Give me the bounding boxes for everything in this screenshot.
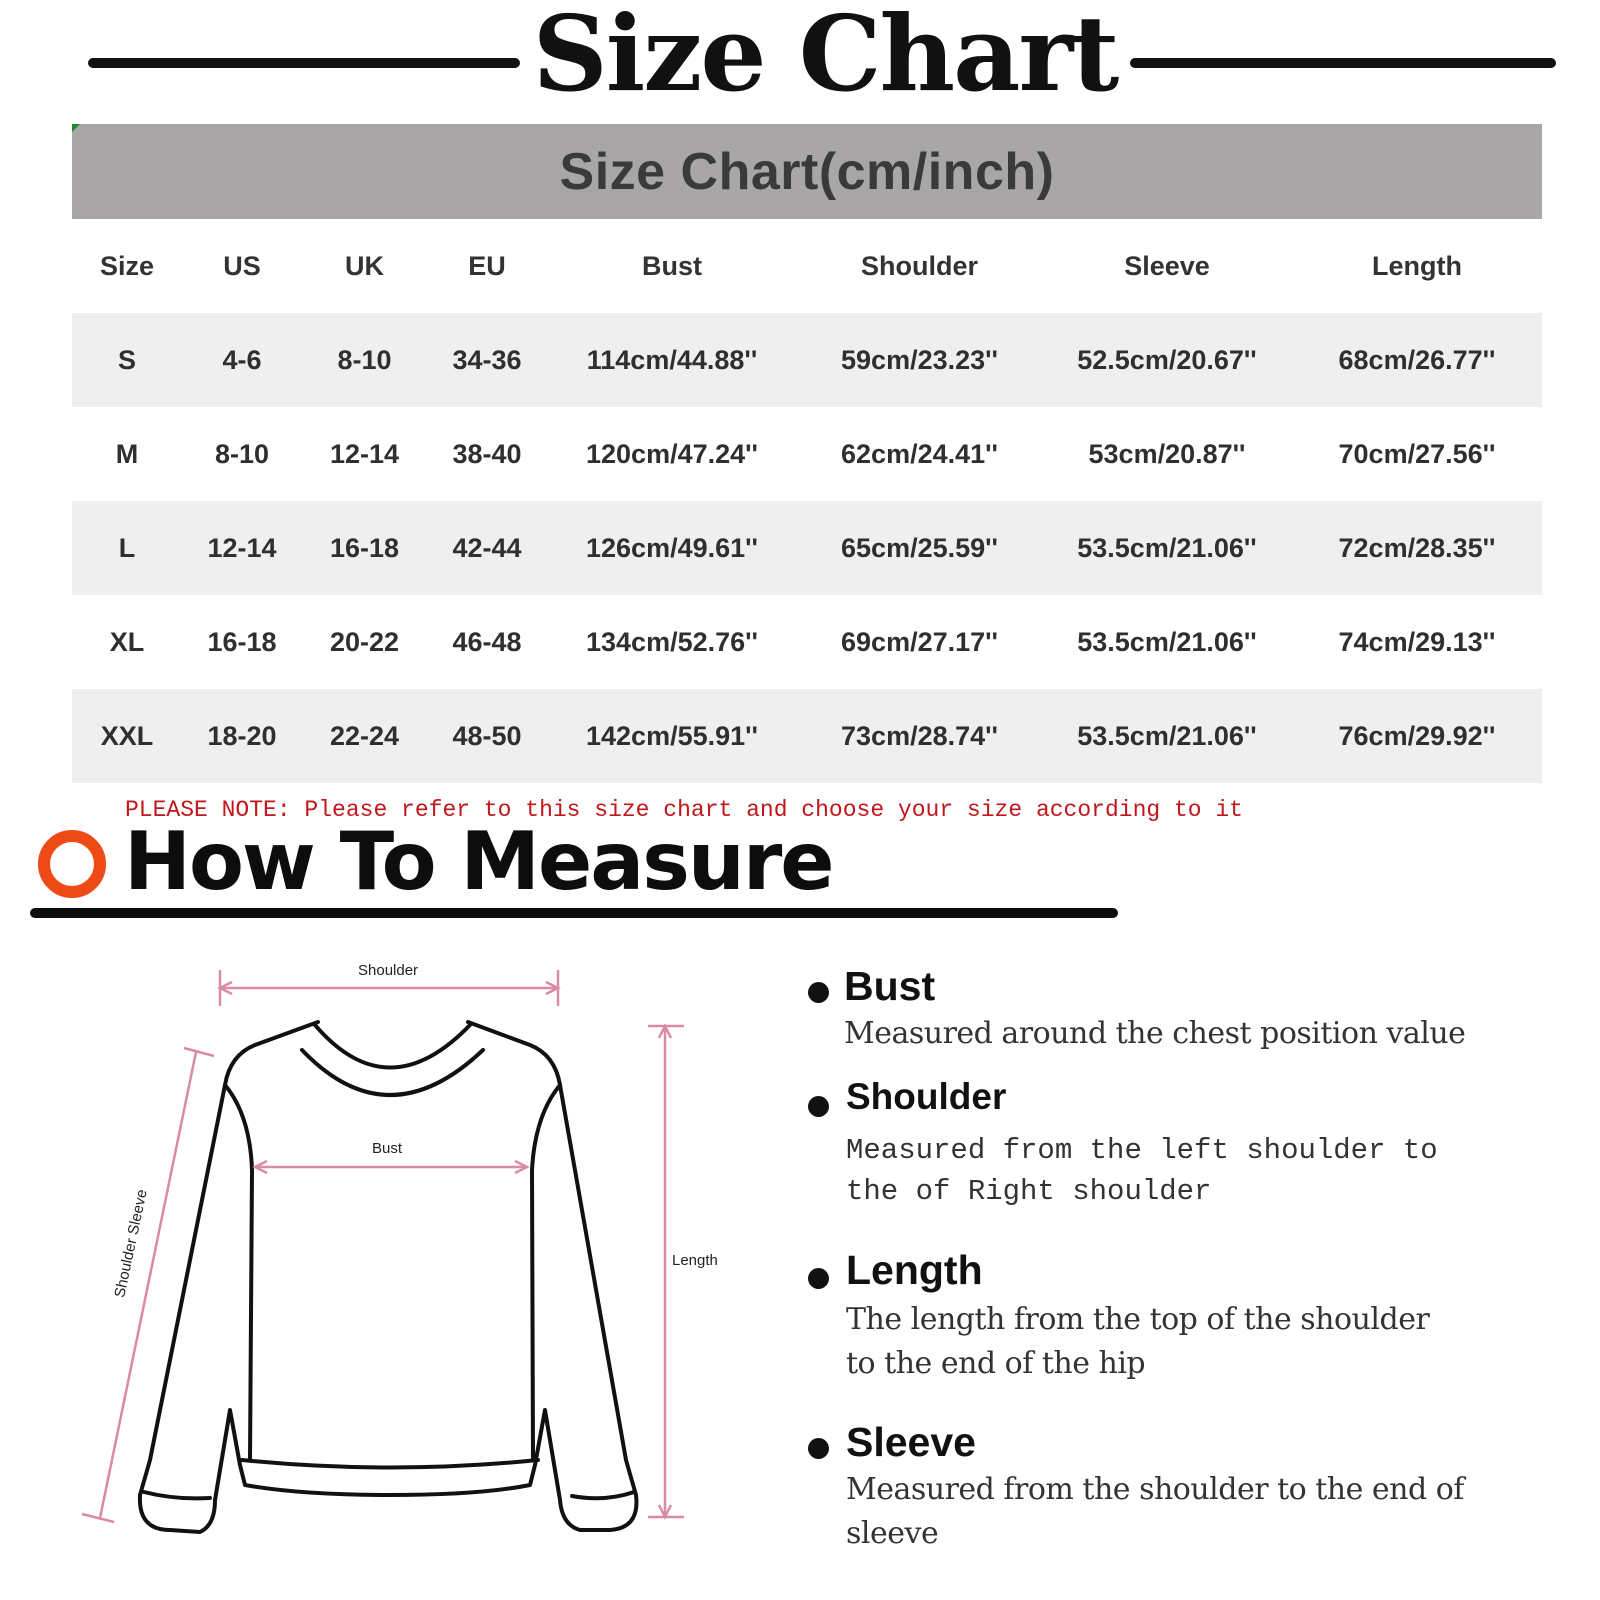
definition-term: Sleeve [846,1419,976,1465]
cell-shoulder: 73cm/28.74'' [797,689,1042,783]
table-row [72,501,1542,595]
cell-sleeve: 53.5cm/21.06'' [1042,501,1292,595]
page-title: Size Chart [532,0,1118,115]
table-banner-title: Size Chart(cm/inch) [559,142,1055,201]
cell-eu: 34-36 [427,313,547,407]
cell-length: 72cm/28.35'' [1292,501,1542,595]
definition-term: Shoulder [846,1076,1007,1117]
column-header-eu: EU [468,250,506,281]
cell-length: 70cm/27.56'' [1338,438,1496,469]
sweater-diagram [0,940,760,1580]
bullet-icon [808,1438,829,1459]
cell-sleeve: 53.5cm/21.06'' [1077,626,1257,657]
column-header-sleeve: Sleeve [1124,250,1210,281]
cell-length: 74cm/29.13'' [1338,626,1496,657]
cell-size: XL [109,626,145,657]
table-row [72,595,1542,689]
cell-bust: 126cm/49.61'' [547,501,797,595]
orange-ring-icon [38,830,106,898]
cell-size: S [72,313,182,407]
sweater-outline-icon [0,940,760,1580]
cell-shoulder: 59cm/23.23'' [797,313,1042,407]
cell-bust: 114cm/44.88'' [547,313,797,407]
definition-term: Bust [844,963,936,1009]
cell-uk: 8-10 [302,313,427,407]
cell-eu: 42-44 [427,501,547,595]
cell-eu: 48-50 [427,689,547,783]
column-header-bust: Bust [642,250,702,281]
cell-us: 8-10 [214,438,270,469]
bullet-icon [808,982,829,1003]
cell-us: 18-20 [182,689,302,783]
cell-us: 4-6 [182,313,302,407]
cell-bust: 142cm/55.91'' [547,689,797,783]
definition-term: Length [846,1247,983,1293]
table-row [72,313,1542,407]
banner-corner-mark [72,124,80,132]
diagram-label-bust: Bust [372,1140,403,1157]
diagram-label-shoulder: Shoulder [358,962,419,979]
header-rule-left [88,58,520,68]
cell-size: M [115,438,139,469]
table-banner [72,124,1542,219]
cell-shoulder: 62cm/24.41'' [841,438,998,469]
table-header-row [72,219,1542,313]
cell-uk: 20-22 [329,626,400,657]
bullet-icon [808,1096,829,1117]
column-header-shoulder: Shoulder [860,250,978,281]
cell-length: 76cm/29.92'' [1292,689,1542,783]
header-rule-right [1130,58,1556,68]
cell-uk: 12-14 [329,438,400,469]
cell-bust: 120cm/47.24'' [586,438,758,469]
cell-sleeve: 53cm/20.87'' [1088,438,1246,469]
definition-desc: The length from the top of the shoulder to the end of the hip [846,1302,1430,1381]
definition-desc: Measured around the chest position value [844,1016,1466,1051]
size-note: PLEASE NOTE: Please refer to this size chart and choose your size according to it [125,797,1243,823]
size-table [72,219,1542,783]
table-row [72,407,1542,501]
table-row [72,689,1542,783]
bullet-icon [808,1268,829,1289]
definition-desc: Measured from the left shoulder to the of Right shoulder [846,1134,1438,1208]
cell-eu: 38-40 [452,438,522,469]
cell-us: 12-14 [182,501,302,595]
cell-size: XXL [72,689,182,783]
cell-eu: 46-48 [452,626,522,657]
how-to-measure-title: How To Measure [124,815,833,908]
cell-shoulder: 69cm/27.17'' [841,626,998,657]
diagram-label-shoulder-sleeve: Shoulder Sleeve [111,1187,151,1300]
column-header-uk: UK [345,250,384,281]
cell-bust: 134cm/52.76'' [586,626,758,657]
cell-uk: 22-24 [302,689,427,783]
diagram-label-length: Length [672,1252,718,1269]
column-header-size: Size [99,250,155,281]
cell-shoulder: 65cm/25.59'' [797,501,1042,595]
cell-sleeve: 53.5cm/21.06'' [1042,689,1292,783]
cell-size: L [72,501,182,595]
heading-underline [30,908,1118,918]
cell-us: 16-18 [207,626,277,657]
column-header-us: US [223,250,261,281]
cell-length: 68cm/26.77'' [1292,313,1542,407]
definition-desc: Measured from the shoulder to the end of sleeve [846,1472,1464,1551]
column-header-length: Length [1372,250,1462,281]
how-to-measure-heading [30,815,1120,920]
cell-sleeve: 52.5cm/20.67'' [1042,313,1292,407]
size-chart-header [0,0,1600,120]
cell-uk: 16-18 [302,501,427,595]
